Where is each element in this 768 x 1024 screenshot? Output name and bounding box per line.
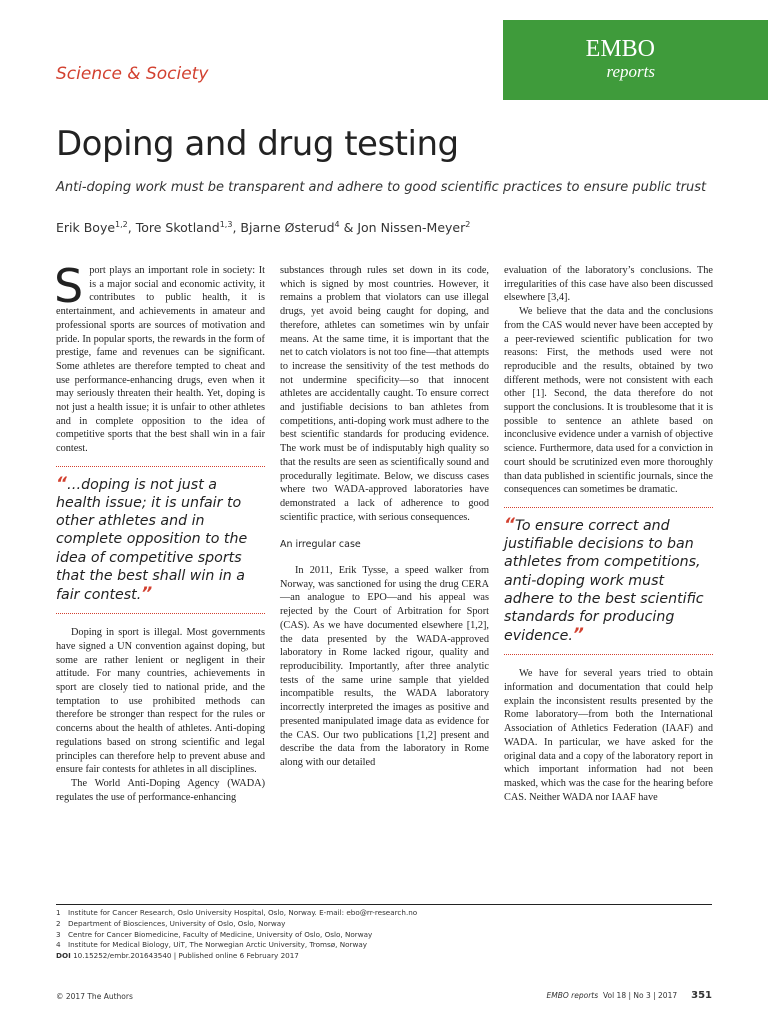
journal-name: EMBO reports xyxy=(546,991,599,1000)
column-3 xyxy=(504,264,713,804)
author-name: Jon Nissen-Meyer xyxy=(357,220,466,236)
author-name: Bjarne Østerud xyxy=(240,220,335,236)
pull-quote xyxy=(56,466,265,614)
journal-footer xyxy=(547,990,712,1001)
author-affiliation: 4 xyxy=(334,220,340,229)
author-separator: , xyxy=(127,220,136,236)
footnote: 4 Institute for Medical Biology, UiT, The Norwegian Arctic University, Tromsø, Norway xyxy=(56,940,367,950)
paragraph: In 2011, Erik Tysse, a speed walker from Norway, was sanctioned for using the drug CERA—an analogue to EPO—and his appeal was rejected by the Court of Arbitration for Sport (CAS). As we have documented elsewhere [1,2], the data presented by the WADA-approved laboratory in Rome lacked rigour, quality and reproducibility. Importantly, after three analytic tests of the same urine sample that yielded incompatible results, the WADA laboratory incorrectly interpreted the images as positive and presented manipulated image data as evidence for the CAS. Our two publications [1,2] present and describe the data from the laboratory in Rome along with our detailed xyxy=(280,565,489,768)
paragraph: We believe that the data and the conclusions from the CAS would never have been accepted by a peer-reviewed scientific publication for two reasons: First, the methods used were not reproducible and the results, obtained by two different methods, were not consistent with each other [1]. Second, the data therefore do not support the conclusions. It is troublesome that it is possible to sentence an athlete based on inconclusive evidence under a varnish of objective science. Furthermore, data used for a conviction in court should be scrutinized even more thoroughly than data published in scientific journals, since the consequences can sometimes be dramatic. xyxy=(504,306,714,496)
author-name: Erik Boye xyxy=(56,220,116,236)
column-1 xyxy=(54,259,265,804)
article-title: Doping and drug testing xyxy=(56,124,459,164)
drop-cap: S xyxy=(54,259,84,313)
author-affiliation: 1,3 xyxy=(219,220,233,229)
column-2 xyxy=(280,264,489,770)
paragraph: We have for several years tried to obtain information and documentation that could help explain the inconsistent results presented by the Rome laboratory—from both the International Association of Athletics Federation (IAAF) and WADA. In particular, we have asked for the original data and a copy of the laboratory report in which important information had not been masked, which was the case for the hearing before CAS. Neither WADA nor IAAF have xyxy=(504,668,713,803)
volume-info: Vol 18 | No 3 | 2017 xyxy=(602,991,678,1000)
footnote: 2 Department of Biosciences, University of Oslo, Oslo, Norway xyxy=(56,918,286,928)
open-quote-mark: “ xyxy=(56,473,67,494)
open-quote-mark: “ xyxy=(504,514,515,535)
footnotes xyxy=(56,904,712,962)
close-quote-mark: ” xyxy=(572,625,584,646)
paragraph: evaluation of the laboratory’s conclusions. The irregularities of this case have also been discussed elsewhere [3,4]. xyxy=(504,265,713,304)
copyright: © 2017 The Authors xyxy=(56,992,133,1001)
pull-quote xyxy=(504,507,713,655)
section-label: Science & Society xyxy=(56,64,209,84)
logo-reports: reports xyxy=(606,62,655,81)
journal-logo[interactable] xyxy=(503,20,768,100)
article-subtitle: Anti-doping work must be transparent and adhere to good scientific practices to ensure public trust xyxy=(56,180,707,195)
author-separator: , xyxy=(232,220,241,236)
paragraph: Doping in sport is illegal. Most governments have signed a UN convention against doping, but some are rather lenient or negligent in their attitude. For many countries, achievements in sport are closely tied to national pride, and the temptation to use prohibited methods can therefore be stronger than respect for the rules or concerns about the health of athletes. Anti-doping regulations based on strong scientific and legal principles can therefore help to prevent abuse and ensure fair contests for athletes in all disciplines. xyxy=(56,627,265,776)
author-name: Tore Skotland xyxy=(135,220,220,236)
logo-embo: EMBO xyxy=(585,36,655,62)
footnote: 3 Centre for Cancer Biomedicine, Faculty of Medicine, University of Oslo, Oslo, Norway xyxy=(56,929,373,939)
page-number: 351 xyxy=(691,990,712,1001)
paragraph: The World Anti-Doping Agency (WADA) regulates the use of performance-enhancing xyxy=(56,778,265,803)
footnote: 1 Institute for Cancer Research, Oslo University Hospital, Oslo, Norway. E-mail: ebo@rr-research.no xyxy=(56,908,418,917)
author-affiliation: 1,2 xyxy=(115,220,128,229)
author-affiliation: 2 xyxy=(465,220,471,229)
paragraph: Sport plays an important role in society: It is a major social and economic activity, it contributes to public health, it is entertainment, and achievements in amateur and professional sports are sources of motivation and pride. In popular sports, the rewards in the form of prestige, fame and revenues can be significant. Some athletes are therefore tempted to cheat and use performance-enhancing drugs, even when it may seriously threaten their health. Yet, doping is not just a health issue; it is unfair to other athletes and in complete opposition to the idea of competitive sports that the best shall win in a fair contest. xyxy=(54,259,265,455)
pull-quote-text: …doping is not just a health issue; it is unfair to other athletes and in complete opposition to the idea of competitive sports that the best shall win in a fair contest. xyxy=(56,476,248,604)
section-heading: An irregular case xyxy=(280,539,361,551)
doi-line[interactable]: DOI 10.15252/embr.201643540 | Published online 6 February 2017 xyxy=(56,951,299,961)
pull-quote-text: To ensure correct and justifiable decisions to ban athletes from competitions, anti-doping work must adhere to the best scientific standards for producing evidence. xyxy=(504,517,704,645)
close-quote-mark: ” xyxy=(141,584,153,605)
author-list xyxy=(56,220,470,235)
author-separator: & xyxy=(339,220,358,236)
paragraph: substances through rules set down in its code, which is signed by most countries. However, it remains a problem that violators can use illegal drugs, yet avoid being caught for doping, and therefore, athletes can sometimes win by unfair means. At the same time, it is important that the net to catch violators is not too fine—that attempts to increase the sensitivity of the test methods do not undermine specificity—so that innocent athletes are accidentally caught. To ensure correct and justifiable decisions to ban athletes from competitions, anti-doping work must adhere to the best scientific standards for producing evidence. The work must be of indisputably high quality so that the results are seen as scientifically sound and procedurally legitimate. Below, we discuss cases where two WADA-approved laboratories have demonstrated a lack of adherence to good scientific practice, with serious consequences. xyxy=(280,265,489,523)
